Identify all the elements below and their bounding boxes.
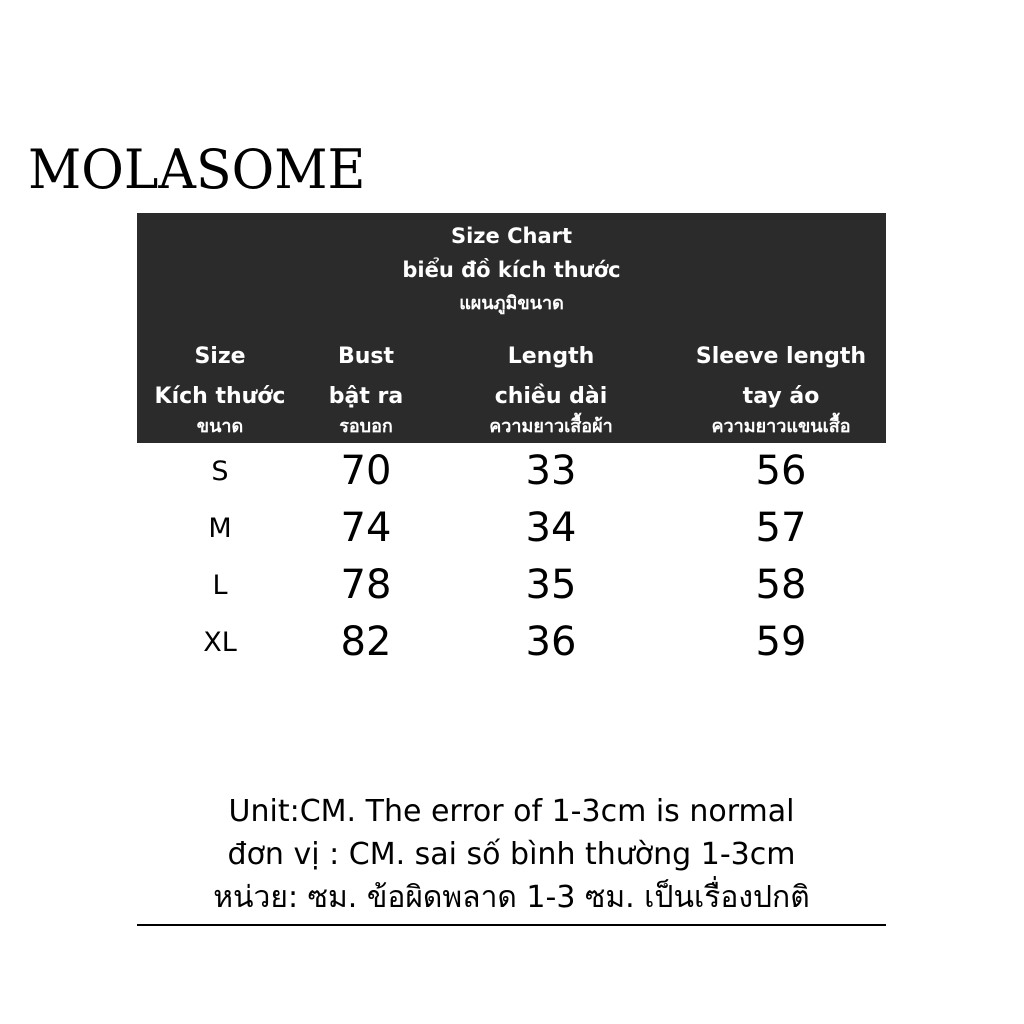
column-header-vi: chiều dài	[494, 384, 608, 409]
bottom-divider	[137, 924, 886, 926]
column-header-vi: Kích thước	[154, 384, 286, 409]
unit-note-th: หน่วย: ซม. ข้อผิดพลาด 1-3 ซม. เป็นเรื่องปกติ	[213, 880, 810, 915]
column-header-sleeve	[673, 337, 889, 441]
bust-cell: 78	[340, 562, 392, 608]
table-row	[137, 443, 886, 500]
chart-title-en: Size Chart	[450, 224, 573, 248]
size-cell: S	[211, 456, 229, 487]
column-header-vi: tay áo	[742, 384, 820, 409]
length-cell: 34	[525, 505, 577, 551]
length-cell: 33	[525, 448, 577, 494]
unit-note	[137, 790, 886, 919]
size-cell: L	[212, 570, 228, 601]
size-table-body	[137, 443, 886, 671]
table-row	[137, 614, 886, 671]
column-header-en: Sleeve length	[695, 344, 867, 369]
length-cell: 36	[525, 619, 577, 665]
unit-note-en: Unit:CM. The error of 1-3cm is normal	[228, 794, 795, 829]
column-header-en: Bust	[337, 344, 395, 369]
column-header-bust	[303, 337, 429, 441]
column-header-size	[137, 337, 303, 441]
column-header-en: Size	[194, 344, 246, 369]
bust-cell: 82	[340, 619, 392, 665]
column-header-th: รอบอก	[339, 416, 393, 437]
column-header-en: Length	[507, 344, 595, 369]
length-cell: 35	[525, 562, 577, 608]
size-cell: M	[208, 513, 232, 544]
chart-title-vi: biểu đồ kích thước	[402, 258, 621, 282]
size-chart-header	[137, 213, 886, 443]
unit-note-vi: đơn vị : CM. sai số bình thường 1-3cm	[227, 837, 796, 872]
column-header-th: ความยาวแขนเสื้อ	[711, 416, 851, 437]
column-header-th: ขนาด	[196, 416, 244, 437]
bust-cell: 74	[340, 505, 392, 551]
brand-logo: MOLASOME	[28, 138, 366, 202]
chart-title-th: แผนภูมิขนาด	[459, 293, 564, 314]
size-cell: XL	[203, 627, 237, 658]
table-row	[137, 557, 886, 614]
sleeve-cell: 58	[755, 562, 807, 608]
column-header-vi: bật ra	[328, 384, 404, 409]
column-header-th: ความยาวเสื้อผ้า	[489, 416, 613, 437]
table-row	[137, 500, 886, 557]
column-header-length	[429, 337, 673, 441]
sleeve-cell: 56	[755, 448, 807, 494]
bust-cell: 70	[340, 448, 392, 494]
sleeve-cell: 57	[755, 505, 807, 551]
chart-title	[137, 219, 886, 321]
sleeve-cell: 59	[755, 619, 807, 665]
